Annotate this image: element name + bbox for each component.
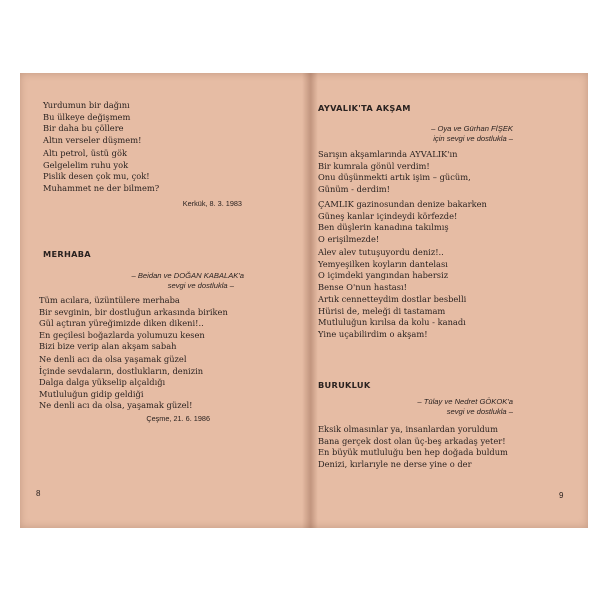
poem-line: En büyük mutluluğu ben hep doğada buldum — [318, 447, 508, 457]
poem2-stanza-1 — [39, 295, 228, 353]
poem2-title: MERHABA — [43, 249, 91, 259]
poem-line: Mutluluğun kırılsa da kolu - kanadı — [318, 317, 466, 327]
poem-line: Artık cennetteydim dostlar besbelli — [318, 294, 467, 304]
poem2-dedication — [132, 271, 244, 291]
poem-line: Yemyeşilken koyların dantelası — [318, 258, 448, 269]
poem1-stanza-1 — [43, 100, 141, 146]
poem-line: ÇAMLIK gazinosundan denize bakarken — [318, 199, 487, 209]
poem1-stanza-4 — [318, 294, 466, 340]
dedication-line: – Oya ve Gürhan FİŞEK — [431, 124, 513, 133]
poem-line: O erişilmezde! — [318, 233, 380, 244]
poem1-stanza-2 — [318, 199, 487, 245]
page-number-left: 8 — [36, 489, 41, 498]
poem2-stanza-2 — [39, 354, 203, 412]
poem-line: En geçilesi boğazlarda yolumuzu kesen — [39, 329, 205, 340]
poem-line: Bense O'nun hastası! — [318, 281, 407, 292]
dedication-line: için sevgi ve dostlukla – — [433, 134, 513, 143]
poem-line: Bu ülkeye değişmem — [43, 111, 131, 122]
poem-line: Eksik olmasınlar ya, insanlardan yoruldum — [318, 424, 499, 434]
poem2-stanza-1 — [318, 424, 508, 470]
poem-line: Bizi bize verip alan akşam sabah — [39, 341, 177, 351]
poem-line: Ben düşlerin kanadına takılmış — [318, 222, 449, 232]
left-page — [20, 73, 302, 528]
poem-line: Ne denli acı da olsa yaşamak güzel — [39, 354, 187, 364]
poem-line: Ne denli acı da olsa, yaşamak güzel! — [39, 400, 193, 410]
right-page — [318, 73, 588, 528]
poem-line: Güneş kanlar içindeydi körfezde! — [318, 210, 458, 221]
poem1-stanza-1 — [318, 149, 471, 195]
poem-line: Bir daha bu çöllere — [43, 123, 124, 133]
poem-line: Bir sevginin, bir dostluğun arkasında biriken — [39, 306, 228, 317]
poem-line: Altın verseler düşmem! — [43, 134, 142, 145]
poem1-dedication — [431, 124, 513, 144]
dedication-line: sevgi ve dostlukla – — [446, 407, 513, 416]
poem-line: Bir kumrala gönül verdim! — [318, 160, 430, 171]
poem1-place-date: Kerkük, 8. 3. 1983 — [182, 199, 242, 208]
poem2-dedication — [417, 397, 513, 417]
poem-line: Hürisi de, meleği di tastamam — [318, 305, 446, 316]
poem2-place-date: Çeşme, 21. 6. 1986 — [146, 414, 210, 423]
poem-line: Dalga dalga yükselip alçaldığı — [39, 377, 166, 387]
poem-line: Yine uçabilirdim o akşam! — [318, 328, 428, 339]
dedication-line: – Beidan ve DOĞAN KABALAK'a — [131, 271, 244, 280]
poem1-title: AYVALIK'TA AKŞAM — [318, 103, 411, 113]
dedication-line: sevgi ve dostlukla – — [167, 281, 234, 290]
dedication-line: – Tülay ve Nedret GÖKOK'a — [417, 397, 513, 406]
poem-line: Bana gerçek dost olan üç-beş arkadaş yeter! — [318, 435, 506, 446]
poem1-stanza-2 — [43, 148, 159, 194]
poem-line: Altı petrol, üstü gök — [43, 148, 127, 158]
book-gutter — [302, 73, 318, 528]
poem-line: Günüm - derdim! — [318, 183, 390, 194]
poem-line: Onu düşünmekti artık işim – gücüm, — [318, 172, 471, 182]
poem-line: Muhammet ne der bilmem? — [43, 182, 160, 193]
poem2-title: BURUKLUK — [318, 380, 371, 390]
poem-line: Alev alev tutuşuyordu deniz!.. — [318, 247, 444, 257]
poem-line: İçinde sevdaların, dostlukların, denizin — [39, 365, 204, 376]
poem-line: Gelgelelim ruhu yok — [43, 159, 129, 170]
poem-line: Mutluluğun gidip geldiği — [39, 388, 144, 399]
poem-line: Denizi, kırlarıyle ne derse yine o der — [318, 458, 472, 469]
poem-line: Gül açtıran yüreğimizde diken dikeni!.. — [39, 318, 204, 328]
poem-line: Yurdumun bir dağını — [43, 100, 130, 110]
poem-line: Pislik desen çok mu, çok! — [43, 171, 150, 181]
poem-line: Sarışın akşamlarında AYVALIK'ın — [318, 149, 458, 159]
poem1-stanza-3 — [318, 247, 448, 293]
open-book — [20, 73, 588, 528]
page-number-right: 9 — [559, 491, 564, 500]
poem-line: O içimdeki yangından habersiz — [318, 270, 449, 280]
poem-line: Tüm acılara, üzüntülere merhaba — [39, 295, 180, 305]
